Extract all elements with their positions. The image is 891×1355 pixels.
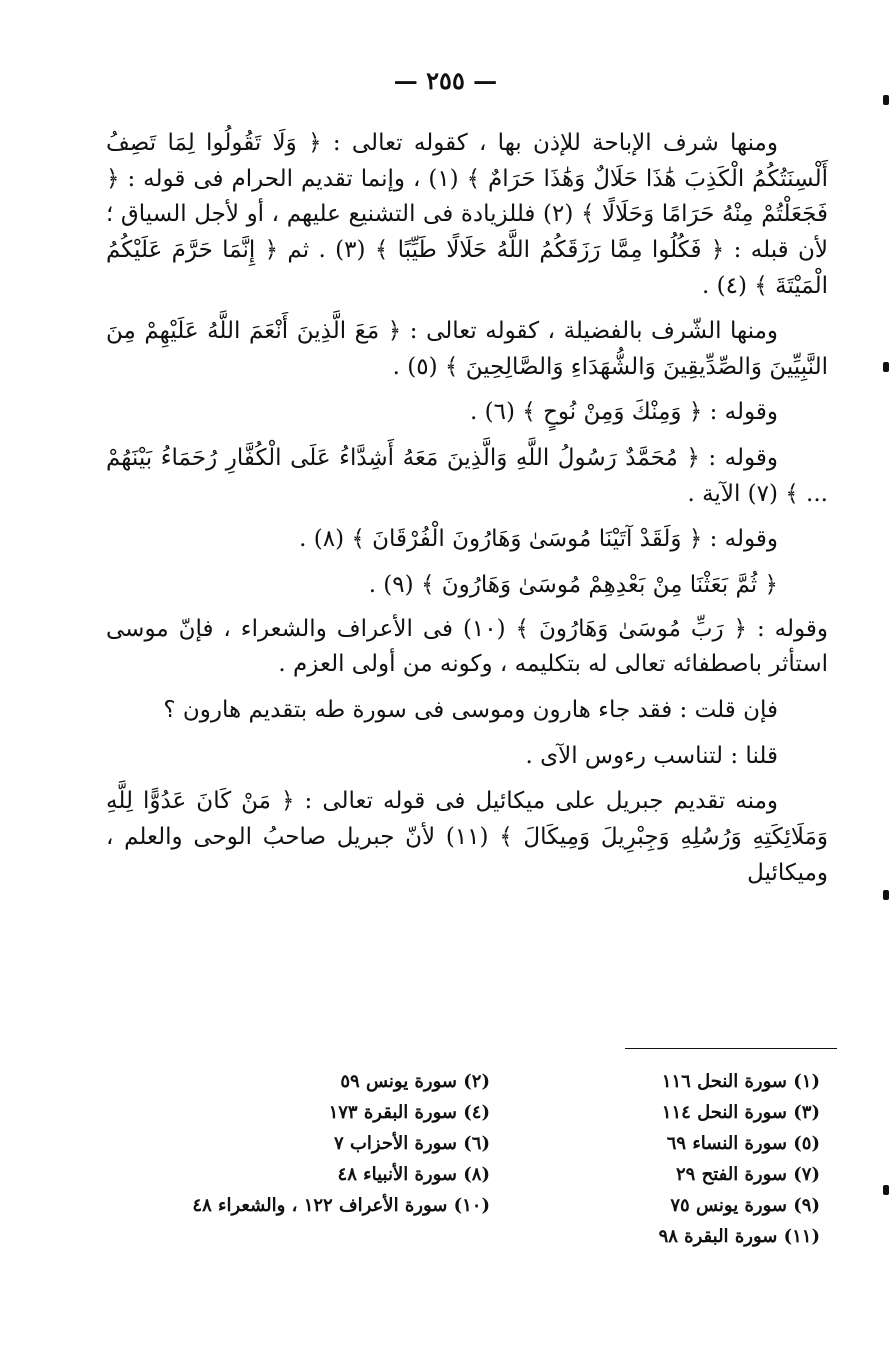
margin-mark <box>883 95 889 105</box>
paragraph-1: ومنها شرف الإباحة للإذن بها ، كقوله تعالى : ﴿ وَلَا تَقُولُوا لِمَا تَصِفُ أَلْسِنَتُكُمُ الْكَذِبَ هَٰذَا حَلَالٌ وَهَٰذَا حَرَامٌ ﴾ (١) ، وإنما تقديم الحرام فى قوله : ﴿ فَجَعَلْتُمْ مِنْهُ حَرَامًا وَحَلَالًا ﴾ (٢) فللزيادة فى التشنيع عليهم ، أو لأجل السياق ؛ لأن قبله : ﴿ فَكُلُوا مِمَّا رَزَقَكُمُ اللَّهُ حَلَالًا طَيِّبًا ﴾ (٣) . ثم ﴿ إِنَّمَا حَرَّمَ عَلَيْكُمُ الْمَيْتَةَ ﴾ (٤) . <box>106 130 829 299</box>
paragraph-6: ﴿ ثُمَّ بَعَثْنَا مِنْ بَعْدِهِمْ مُوسَىٰ وَهَارُونَ ﴾ (٩) . <box>368 572 778 599</box>
paragraph-2: ومنها الشّرف بالفضيلة ، كقوله تعالى : ﴿ مَعَ الَّذِينَ أَنْعَمَ اللَّهُ عَلَيْهِمْ مِنَ النَّبِيِّينَ وَالصِّدِّيقِينَ وَالشُّهَدَاءِ وَالصَّالِحِينَ ﴾ (٥) . <box>106 318 828 380</box>
margin-mark <box>883 362 889 372</box>
footnote-2: (٢) سورة يونس ٥٩ <box>340 1071 490 1092</box>
page-number: — ٢٥٥ — <box>393 66 498 95</box>
paragraph-7: وقوله : ﴿ رَبِّ مُوسَىٰ وَهَارُونَ ﴾ (١٠) فى الأعراف والشعراء ، فإنّ موسى استأثر باصطفائه تعالى له بتكليمه ، وكونه من أولى العزم . <box>106 615 828 678</box>
paragraph-5: وقوله : ﴿ وَلَقَدْ آتَيْنَا مُوسَىٰ وَهَارُونَ الْفُرْقَانَ ﴾ (٨) . <box>299 526 778 553</box>
margin-mark <box>883 890 889 900</box>
footnote-8: (٨) سورة الأنبياء ٤٨ <box>337 1164 490 1185</box>
footnote-5: (٥) سورة النساء ٦٩ <box>666 1133 820 1154</box>
margin-mark <box>883 1185 889 1195</box>
paragraph-10: ومنه تقديم جبريل على ميكائيل فى قوله تعالى : ﴿ مَنْ كَانَ عَدُوًّا لِلَّهِ وَمَلَائِكَتِهِ وَرُسُلِهِ وَجِبْرِيلَ وَمِيكَالَ ﴾ (١١) لأنّ جبريل صاحبُ الوحى والعلم ، وميكائيل <box>106 788 829 886</box>
footnote-columns <box>160 1066 820 1252</box>
footnote-6: (٦) سورة الأحزاب ٧ <box>334 1133 490 1154</box>
footnote-9: (٩) سورة يونس ٧٥ <box>670 1195 820 1216</box>
footnote-1: (١) سورة النحل ١١٦ <box>661 1071 820 1092</box>
footnotes <box>160 1066 820 1252</box>
footnote-column-right <box>490 1066 820 1252</box>
footnote-4: (٤) سورة البقرة ١٧٣ <box>328 1102 490 1123</box>
footnote-3: (٣) سورة النحل ١١٤ <box>661 1102 820 1123</box>
footnote-column-left <box>160 1066 490 1252</box>
footnote-divider <box>625 1048 837 1049</box>
footnote-11: (١١) سورة البقرة ٩٨ <box>658 1226 820 1247</box>
footnote-7: (٧) سورة الفتح ٢٩ <box>675 1164 820 1185</box>
paragraph-9: قلنا : لتناسب رءوس الآى . <box>525 742 778 769</box>
main-text <box>106 126 828 901</box>
paragraph-3: وقوله : ﴿ وَمِنْكَ وَمِنْ نُوحٍ ﴾ (٦) . <box>470 399 778 426</box>
paragraph-4: وقوله : ﴿ مُحَمَّدٌ رَسُولُ اللَّهِ وَالَّذِينَ مَعَهُ أَشِدَّاءُ عَلَى الْكُفَّارِ رُحَمَاءُ بَيْنَهُمْ ... ﴾ (٧) الآية . <box>106 445 828 507</box>
footnote-10: (١٠) سورة الأعراف ١٢٢ ، والشعراء ٤٨ <box>192 1195 490 1216</box>
paragraph-8: فإن قلت : فقد جاء هارون وموسى فى سورة طه بتقديم هارون ؟ <box>163 696 778 723</box>
